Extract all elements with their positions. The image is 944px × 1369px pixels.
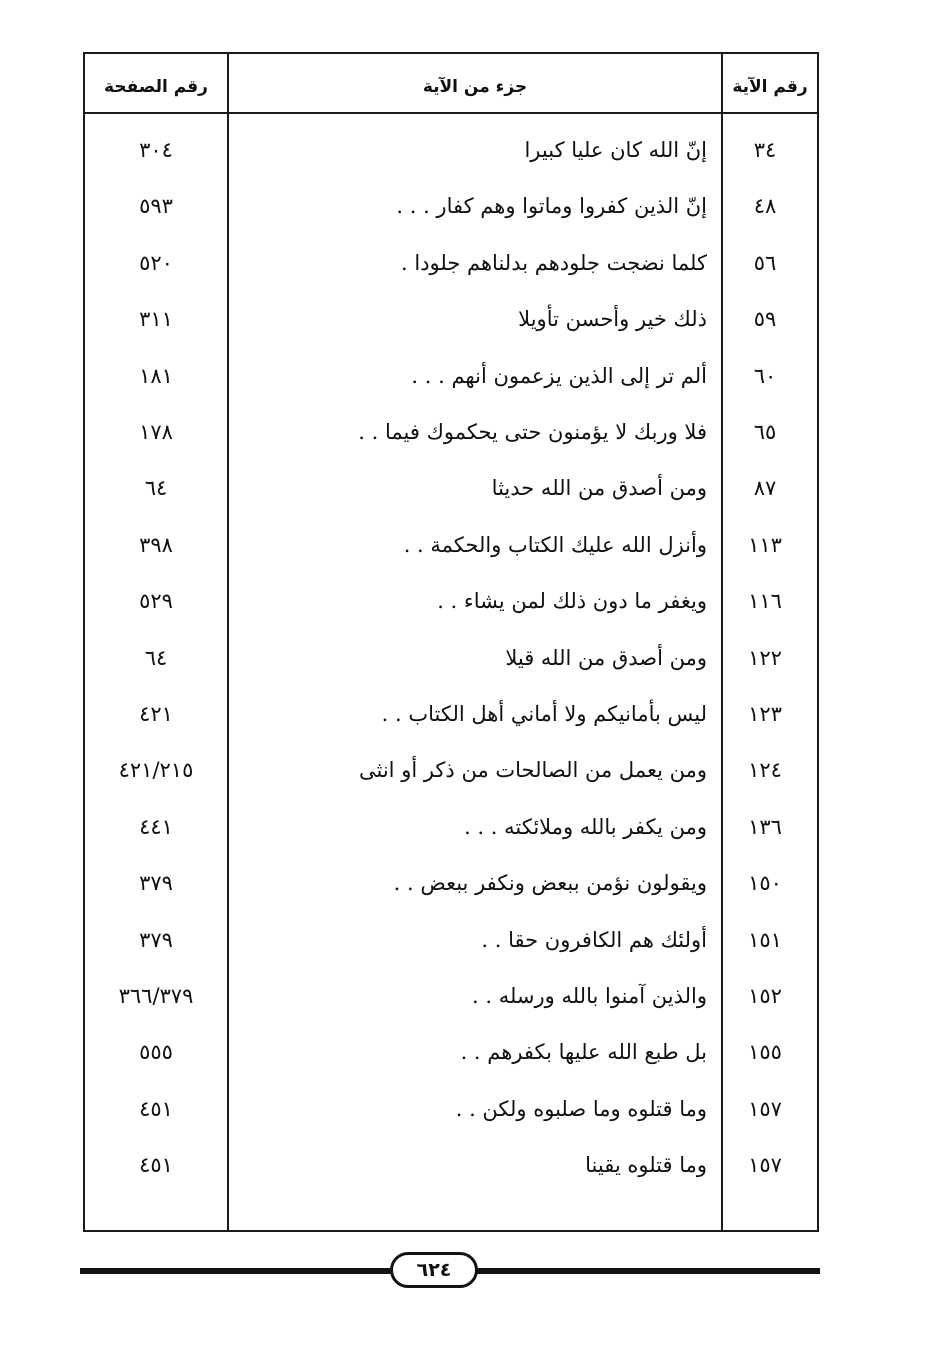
verse-text-cell: أولئك هم الكافرون حقا . . xyxy=(481,927,707,952)
verse-text-cell: والذين آمنوا بالله ورسله . . xyxy=(472,984,707,1008)
verse-text-cell: ومن أصدق من الله قيلا xyxy=(505,645,707,670)
page-number-cell: ٥٥٥ xyxy=(139,1040,173,1065)
verse-number-cell: ٦٥ xyxy=(753,420,777,444)
page-number-cell: ١٨١ xyxy=(139,363,173,388)
verse-text-cell: فلا وربك لا يؤمنون حتى يحكموك فيما . . xyxy=(358,420,707,444)
table-row xyxy=(85,686,817,742)
page-number-cell: ٦٤ xyxy=(144,645,168,670)
table-row xyxy=(85,742,817,798)
verse-number-cell: ١٢٢ xyxy=(748,645,782,670)
page-number-cell: ٦٤ xyxy=(144,476,168,501)
verse-text-cell: ذلك خير وأحسن تأويلا xyxy=(518,307,707,332)
verse-text-cell: ويقولون نؤمن ببعض ونكفر ببعض . . xyxy=(393,871,707,896)
index-table xyxy=(83,52,819,1232)
verse-number-cell: ١٥٥ xyxy=(748,1040,782,1065)
page-number-cell: ٤٥١ xyxy=(139,1096,173,1121)
table-row xyxy=(85,178,817,234)
header-verse-part: جزء من الآية xyxy=(422,77,528,97)
verse-text-cell: بل طبع الله عليها بكفرهم . . xyxy=(460,1040,707,1065)
table-row xyxy=(85,855,817,911)
verse-text-cell: إنّ الذين كفروا وماتوا وهم كفار . . . xyxy=(396,194,707,219)
verse-text-cell: ومن يعمل من الصالحات من ذكر أو انثى xyxy=(359,758,707,783)
page-number-cell: ٥٢٩ xyxy=(139,589,173,614)
header-divider xyxy=(85,112,817,114)
table-row xyxy=(85,235,817,291)
verse-text-cell: ليس بأمانيكم ولا أماني أهل الكتاب . . xyxy=(381,702,707,726)
verse-text-cell: وأنزل الله عليك الكتاب والحكمة . . xyxy=(403,532,707,557)
verse-number-cell: ٦٠ xyxy=(753,363,777,388)
header-verse-number: رقم الآية xyxy=(732,77,808,97)
table-row xyxy=(85,517,817,573)
verse-number-cell: ٥٦ xyxy=(753,250,777,275)
page-number-cell: ٣٦٦/٣٧٩ xyxy=(118,984,194,1008)
verse-number-cell: ١٢٤ xyxy=(748,758,782,783)
table-row xyxy=(85,404,817,460)
page-number-cell: ٥٢٠ xyxy=(139,250,173,275)
verse-text-cell: وما قتلوه وما صلبوه ولكن . . xyxy=(455,1096,707,1121)
page-number-cell: ٤٥١ xyxy=(139,1153,173,1178)
page-number-cell: ٣٠٤ xyxy=(139,138,173,162)
verse-number-cell: ٥٩ xyxy=(753,307,777,332)
page-number-cell: ١٧٨ xyxy=(139,420,173,444)
table-row xyxy=(85,291,817,347)
table-row xyxy=(85,799,817,855)
verse-text-cell: إنّ الله كان عليا كبيرا xyxy=(524,138,707,162)
table-row xyxy=(85,1137,817,1193)
table-row xyxy=(85,1024,817,1080)
verse-number-cell: ٣٤ xyxy=(753,138,777,162)
verse-text-cell: ألم تر إلى الذين يزعمون أنهم . . . xyxy=(411,363,707,388)
verse-number-cell: ١٢٣ xyxy=(748,702,782,726)
page-number-cell: ٣٧٩ xyxy=(139,871,173,896)
verse-text-cell: ويغفر ما دون ذلك لمن يشاء . . xyxy=(437,589,707,614)
table-row xyxy=(85,912,817,968)
verse-text-cell: ومن أصدق من الله حديثا xyxy=(491,476,707,501)
verse-text-cell: وما قتلوه يقينا xyxy=(585,1153,707,1178)
verse-number-cell: ٨٧ xyxy=(753,476,777,501)
page-number-cell: ٣١١ xyxy=(139,307,173,332)
page-number-cell: ٣٩٨ xyxy=(139,532,173,557)
page-number-cell: ٣٧٩ xyxy=(139,927,173,952)
table-row xyxy=(85,348,817,404)
verse-number-cell: ٤٨ xyxy=(753,194,777,219)
verse-number-cell: ١٥٧ xyxy=(748,1153,782,1178)
verse-number-cell: ١١٣ xyxy=(748,532,782,557)
table-row xyxy=(85,630,817,686)
table-row xyxy=(85,1081,817,1137)
verse-text-cell: كلما نضجت جلودهم بدلناهم جلودا . xyxy=(401,250,707,275)
table-row xyxy=(85,968,817,1024)
page-number-cell: ٤٢١/٢١٥ xyxy=(118,758,194,783)
table-row xyxy=(85,573,817,629)
verse-number-cell: ١٥٠ xyxy=(748,871,782,896)
page-number-cell: ٤٢١ xyxy=(139,702,173,726)
page-number-badge: ٦٢٤ xyxy=(390,1252,478,1288)
table-row xyxy=(85,122,817,178)
verse-text-cell: ومن يكفر بالله وملائكته . . . xyxy=(464,814,707,839)
verse-number-cell: ١١٦ xyxy=(748,589,782,614)
verse-number-cell: ١٣٦ xyxy=(748,814,782,839)
verse-number-cell: ١٥٢ xyxy=(748,984,782,1008)
table-row xyxy=(85,460,817,516)
page-number-cell: ٥٩٣ xyxy=(139,194,173,219)
page-number-cell: ٤٤١ xyxy=(139,814,173,839)
header-page-number: رقم الصفحة xyxy=(104,77,208,97)
verse-number-cell: ١٥٧ xyxy=(748,1096,782,1121)
verse-number-cell: ١٥١ xyxy=(748,927,782,952)
